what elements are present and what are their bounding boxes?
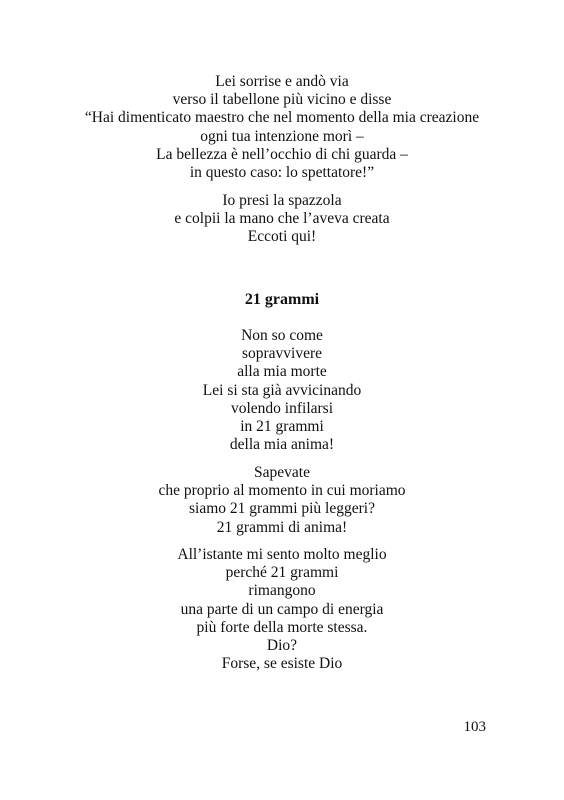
verse-line: “Hai dimenticato maestro che nel momento della mia creazione bbox=[84, 109, 480, 127]
verse-line: sopravvivere bbox=[241, 345, 323, 363]
verse-line: rimangono bbox=[248, 582, 316, 600]
poem-stanza-3 bbox=[0, 546, 564, 673]
verse-line: della mia anima! bbox=[229, 436, 335, 454]
verse-line: volendo infilarsi bbox=[230, 399, 334, 417]
verse-line: 21 grammi di anima! bbox=[216, 518, 348, 536]
verse-line: Sapevate bbox=[254, 464, 310, 481]
poem-title: 21 grammi bbox=[244, 291, 320, 308]
verse-line: Forse, se esiste Dio bbox=[221, 655, 343, 673]
page-number: 103 bbox=[463, 719, 486, 735]
verse-line: e colpii la mano che l’aveva creata bbox=[174, 210, 390, 228]
verse-line: Dio? bbox=[266, 637, 298, 655]
verse-line: perché 21 grammi bbox=[225, 564, 339, 582]
previous-poem-stanza-1 bbox=[0, 73, 564, 182]
poem-stanza-1 bbox=[0, 327, 564, 454]
verse-line: una parte di un campo di energia bbox=[180, 600, 384, 618]
verse-line: Io presi la spazzola bbox=[222, 192, 342, 209]
verse-line: più forte della morte stessa. bbox=[196, 618, 368, 636]
verse-line: Eccoti qui! bbox=[247, 228, 317, 246]
previous-poem-stanza-2 bbox=[0, 192, 564, 247]
verse-line: Non so come bbox=[241, 327, 323, 344]
poem-stanza-2 bbox=[0, 464, 564, 537]
verse-line: in questo caso: lo spettatore!” bbox=[189, 164, 375, 182]
verse-line: alla mia morte bbox=[237, 363, 327, 381]
verse-line: ogni tua intenzione morì – bbox=[200, 127, 364, 145]
verse-line: Lei sorrise e andò via bbox=[215, 73, 349, 90]
verse-line: che proprio al momento in cui moriamo bbox=[158, 482, 406, 500]
verse-line: in 21 grammi bbox=[240, 418, 324, 436]
verse-line: verso il tabellone più vicino e disse bbox=[172, 91, 392, 109]
verse-line: Lei si sta già avvicinando bbox=[202, 381, 362, 399]
verse-line: All’istante mi sento molto meglio bbox=[177, 546, 387, 563]
verse-line: La bellezza è nell’occhio di chi guarda – bbox=[156, 145, 408, 163]
verse-line: siamo 21 grammi più leggeri? bbox=[189, 500, 375, 518]
